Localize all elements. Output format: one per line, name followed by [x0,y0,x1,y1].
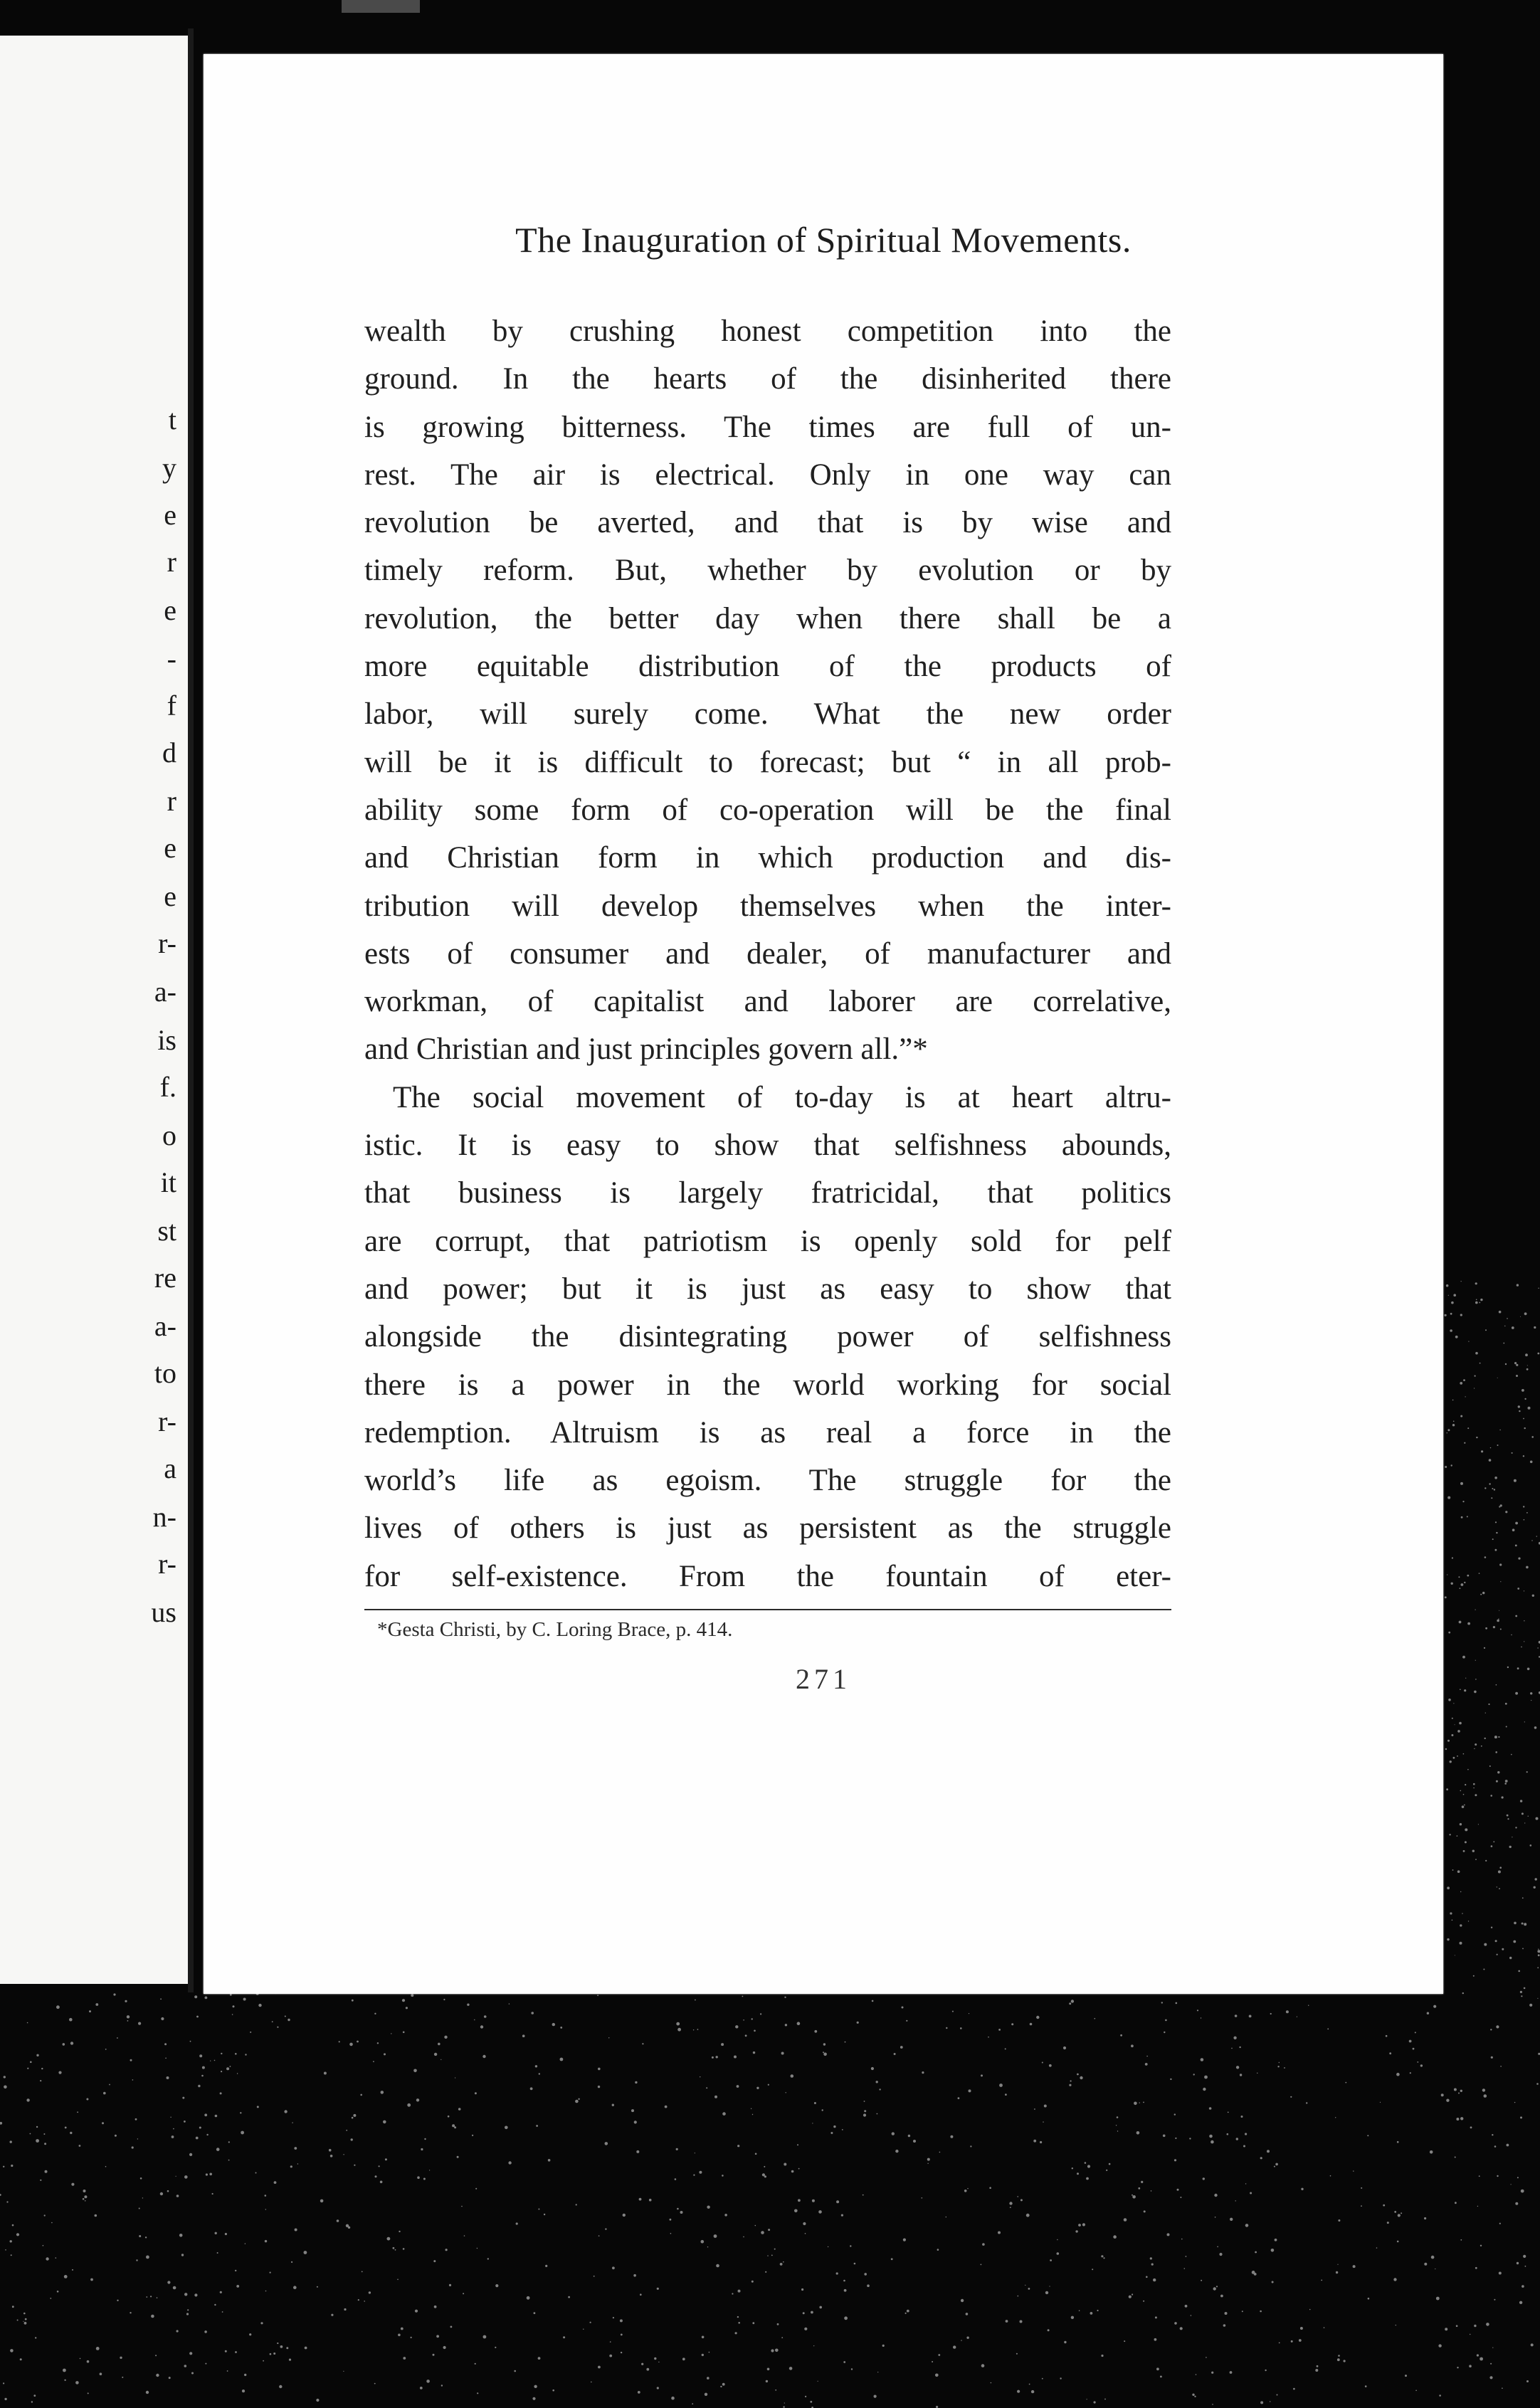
facing-page-fragment: e [164,594,176,626]
text-line: revolution be averted, and that is by wise and [364,506,1171,540]
text-line: rest. The air is electrical. Only in one way can [364,458,1171,492]
facing-page-fragment: e [164,832,176,864]
text-line: there is a power in the world working for social [364,1368,1171,1402]
facing-page-fragment: r- [158,1405,176,1437]
text-line: ground. In the hearts of the disinherited there [364,362,1171,396]
text-line: The social movement of to-day is at heart altru- [393,1080,1171,1114]
facing-page-fragment: y [162,452,176,484]
binding-mark [342,0,420,13]
text-line: labor, will surely come. What the new order [364,697,1171,732]
page-number: 271 [796,1663,851,1695]
text-line: and power; but it is just as easy to show that [364,1272,1171,1306]
text-line: for self-existence. From the fountain of eter- [364,1559,1171,1593]
text-line: are corrupt, that patriotism is openly sold for pelf [364,1224,1171,1258]
text-line: tribution will develop themselves when the inter- [364,889,1171,923]
facing-page [0,36,192,1984]
facing-page-fragment: r [167,785,176,817]
text-line: lives of others is just as persistent as the struggle [364,1511,1171,1546]
facing-page-fragment: d [162,736,176,769]
facing-page-fragment: to [154,1357,176,1389]
facing-page-fragment: a- [154,976,176,1008]
facing-page-fragment: f [167,690,176,722]
facing-page-fragment: a [164,1452,176,1484]
facing-page-fragment: o [162,1119,176,1151]
text-line: more equitable distribution of the products of [364,650,1171,684]
book-page [204,54,1443,1994]
facing-page-fragment: r- [158,1548,176,1580]
text-line: and Christian and just principles govern all.”* [364,1033,928,1067]
footnote: *Gesta Christi, by C. Loring Brace, p. 414. [377,1618,733,1641]
facing-page-fragment: is [157,1024,176,1056]
text-line: revolution, the better day when there shall be a [364,601,1171,635]
body-text [364,307,1171,1600]
text-line: is growing bitterness. The times are full of un- [364,410,1171,444]
text-line: redemption. Altruism is as real a force in the [364,1415,1171,1449]
text-line: workman, of capitalist and laborer are correlative, [364,985,1171,1019]
text-line: alongside the disintegrating power of selfishness [364,1320,1171,1354]
facing-page-fragment: us [151,1596,176,1628]
page-gutter [188,28,194,1992]
facing-page-fragment: n- [152,1501,176,1533]
facing-page-fragment: r- [158,927,176,959]
facing-page-fragment: e [164,499,176,531]
facing-page-fragment: st [157,1215,176,1247]
text-line: ability some form of co-operation will be the final [364,793,1171,827]
text-line: ests of consumer and dealer, of manufacturer and [364,936,1171,971]
text-line: world’s life as egoism. The struggle for the [364,1464,1171,1498]
facing-page-fragment: f. [159,1071,176,1103]
text-line: will be it is difficult to forecast; but “ in all prob- [364,745,1171,779]
text-line: wealth by crushing honest competition into the [364,315,1171,348]
facing-page-fragment: t [168,403,176,435]
running-head: The Inauguration of Spiritual Movements. [515,220,1132,260]
footnote-rule [364,1609,1171,1610]
facing-page-fragment: e [164,880,176,912]
facing-page-fragment: re [154,1262,176,1294]
facing-page-fragment: - [167,643,176,675]
facing-page-fragment: it [160,1166,176,1198]
text-line: that business is largely fratricidal, that politics [364,1176,1171,1210]
facing-page-fragment: r [167,546,176,578]
text-line: istic. It is easy to show that selfishness abounds, [364,1129,1171,1163]
facing-page-fragment: a- [154,1310,176,1342]
text-line: and Christian form in which production and dis- [364,841,1171,875]
text-line: timely reform. But, whether by evolution or by [364,554,1171,588]
